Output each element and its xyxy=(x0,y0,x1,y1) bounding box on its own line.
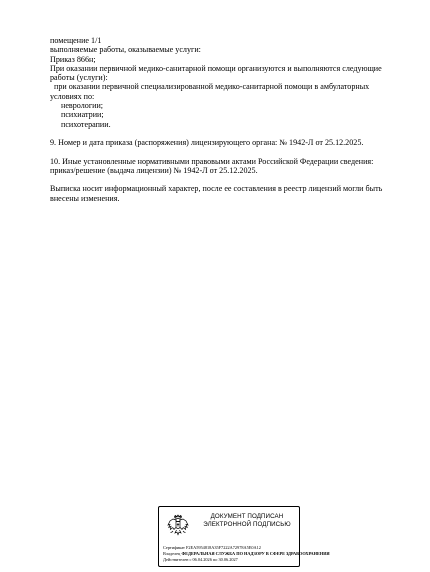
disclaimer-line-1: Выписка носит информационный характер, после ее составления в реестр лицензий могли быть xyxy=(50,184,383,194)
specialized-care-line-2: условиях по: xyxy=(50,91,95,101)
item-10-line-1: 10. Иные установленные нормативными правовыми актами Российской Федерации сведения: xyxy=(50,156,374,166)
item-9-order-number: 9. Номер и дата приказа (распоряжения) лицензирующего органа: № 1942-Л от 25.12.2025. xyxy=(50,138,364,148)
owner-label: Владелец xyxy=(163,551,181,557)
item-10-line-2: приказ/решение (выдача лицензии) № 1942-Л от 25.12.2025. xyxy=(50,165,258,175)
order-reference: Приказ 866н; xyxy=(50,54,96,64)
works-heading: выполняемые работы, оказываемые услуги: xyxy=(50,45,201,55)
validity-to-label: по xyxy=(212,557,218,563)
coat-of-arms-eagle-icon xyxy=(163,511,193,541)
validity-to: 30.06.2027 xyxy=(218,557,238,563)
service-neurology: неврологии; xyxy=(61,101,104,111)
primary-care-line-1: При оказании первичной медико-санитарной помощи организуются и выполняются следующие xyxy=(50,63,382,73)
stamp-title-line-2: ЭЛЕКТРОННОЙ ПОДПИСЬЮ xyxy=(203,520,291,528)
stamp-details xyxy=(163,545,363,564)
stamp-title-line-1: ДОКУМЕНТ ПОДПИСАН xyxy=(210,513,284,520)
validity-from: 06.04.2026 xyxy=(192,557,212,563)
validity-label: Действителен с xyxy=(163,557,192,563)
validity-row xyxy=(163,557,363,563)
certificate-value: F2EA5954818A35F7222A72978A5E0A12 xyxy=(185,545,261,550)
stamp-title xyxy=(195,513,299,528)
primary-care-line-2: работы (услуги): xyxy=(50,73,108,83)
service-psychiatry: психиатрии; xyxy=(61,110,104,120)
electronic-signature-stamp xyxy=(158,506,330,567)
certificate-label: Сертификат xyxy=(163,545,185,550)
owner-value: ФЕДЕРАЛЬНАЯ СЛУЖБА ПО НАДЗОРУ В СФЕРЕ ЗДРАВООХРАНЕНИЯ xyxy=(181,551,330,557)
premises-line: помещение 1/1 xyxy=(50,36,102,45)
specialized-care-line-1: при оказании первичной специализированной медико-санитарной помощи в амбулаторных xyxy=(54,82,370,92)
license-extract-text xyxy=(50,36,402,203)
service-psychotherapy: психотерапии. xyxy=(61,119,111,129)
disclaimer-line-2: внесены изменения. xyxy=(50,193,120,203)
